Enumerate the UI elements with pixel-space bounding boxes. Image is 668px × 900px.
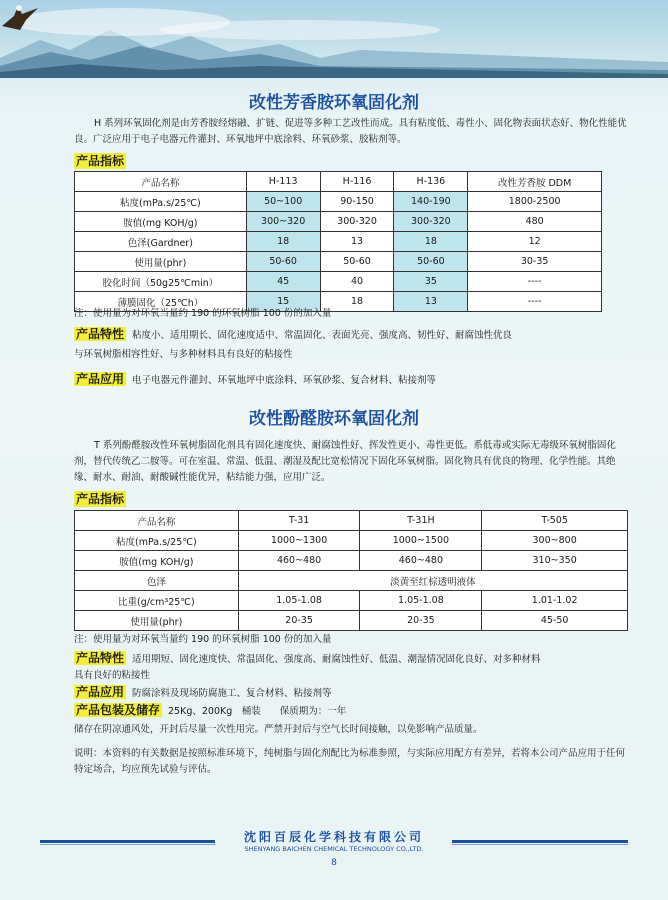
table-row [75, 192, 602, 212]
table-row [75, 611, 628, 631]
table-cell: 300-320 [394, 212, 468, 232]
section1-feature-tag: 产品特性 [76, 327, 125, 341]
table-cell: 淡黄至红棕透明液体 [238, 571, 627, 591]
table-row [75, 531, 628, 551]
section2-feature-text: 适用期短、固化速度快、常温固化、强度高、耐腐蚀性好、低温、潮湿情况固化良好、对多种材料 [132, 654, 541, 665]
section1-app-tag: 产品应用 [76, 372, 125, 386]
table-cell: 40 [320, 272, 394, 292]
section2-intro: T 系列酚醛胺改性环氧树脂固化剂具有固化速度快、耐腐蚀性好、挥发性更小、毒性更低。系低毒或实际无毒级环氧树脂固化剂，替代传统乙二胺等。可在室温、常温、低温、潮湿及配比宽松情况下固化环氧树脂。固化物具有优良的物理、化学性能。其绝缘、耐水、耐油、耐酸碱性能优异，粘结能力强，应用广泛。 [74, 440, 616, 483]
table-cell: ---- [468, 272, 602, 292]
table-cell: 粘度(mPa.s/25℃) [75, 531, 239, 551]
section2-disclaimer: 说明：本资料的有关数据是按照标准环境下，纯树脂与固化剂配比为标准参照，与实际应用配方有差异，若将本公司产品应用于任何特定场合，均应预先试验与评估。 [74, 748, 626, 775]
table-cell: H-136 [394, 172, 468, 192]
section1-feature-text: 粘度小、适用期长、固化速度适中、常温固化、表面光亮、强度高、韧性好、耐腐蚀性优良 [132, 330, 513, 341]
section1-note: 注：使用量为对环氧当量约 190 的环氧树脂 100 份的加入量 [74, 308, 332, 319]
eagle-icon [0, 0, 40, 34]
table-cell: 18 [246, 232, 320, 252]
table-row [75, 252, 602, 272]
mountain-landscape-graphic [0, 0, 668, 78]
section2-storage: 储存在阴凉通风处，开封后尽量一次性用完。严禁开封后与空气长时间接触，以免影响产品质量。 [74, 724, 483, 735]
section2-pack-text: 25Kg、200Kg 桶装 保质期为：一年 [168, 706, 347, 717]
table-cell: 1.01-1.02 [482, 591, 628, 611]
table-cell: 胶化时间（50g25℃min） [75, 272, 247, 292]
table-cell: 使用量(phr) [75, 611, 239, 631]
table-cell: H-116 [320, 172, 394, 192]
table-cell: 460~480 [238, 551, 360, 571]
table-cell: 300~800 [482, 531, 628, 551]
table-cell: 1000~1300 [238, 531, 360, 551]
table-cell: 50-60 [246, 252, 320, 272]
table-header-row [75, 172, 602, 192]
section2-note: 注：使用量为对环氧当量约 190 的环氧树脂 100 份的加入量 [74, 634, 332, 645]
table-cell: 30-35 [468, 252, 602, 272]
section1-intro: H 系列环氧固化剂是由芳香胺经熔融、扩链、促进等多种工艺改性而成。具有粘度低、毒性小、固化物表面状态好、物化性能优良。广泛应用于电子电器元件灌封、环氧地坪中底涂料、环氧砂浆、胶粘剂等。 [74, 118, 627, 145]
table-cell: 50~100 [246, 192, 320, 212]
table-cell: 1000~1500 [360, 531, 482, 551]
section2-app-text: 防腐涂料及现场防腐施工、复合材料、粘接剂等 [132, 688, 332, 699]
section1-application [74, 371, 634, 389]
table-cell: 产品名称 [75, 511, 239, 531]
table-cell: 35 [394, 272, 468, 292]
table-cell: 140-190 [394, 192, 468, 212]
table-cell: 460~480 [360, 551, 482, 571]
table-cell: T-31 [238, 511, 360, 531]
section2-features [74, 650, 634, 668]
section2-feature-tag: 产品特性 [76, 651, 125, 665]
section2-features-line2: 具有良好的粘接性 [74, 670, 151, 681]
footer-company-en: SHENYANG BAICHEN CHEMICAL TECHNOLOGY CO.,LTD. [244, 845, 424, 853]
table-cell: 45 [246, 272, 320, 292]
table-cell: 1.05-1.08 [360, 591, 482, 611]
table-row [75, 591, 628, 611]
table-cell: 50-60 [394, 252, 468, 272]
table-cell: 20-35 [238, 611, 360, 631]
section2-application [74, 684, 634, 702]
table-cell: 色泽 [75, 571, 239, 591]
section1-features-line2: 与环氧树脂相容性好、与多种材料具有良好的粘接性 [74, 349, 293, 360]
table-cell: 产品名称 [75, 172, 247, 192]
table-cell: ---- [468, 292, 602, 312]
table-cell: H-113 [246, 172, 320, 192]
table-cell: 胺值(mg KOH/g) [75, 551, 239, 571]
section1-features [74, 326, 634, 344]
table-cell: 90-150 [320, 192, 394, 212]
table-cell: 18 [394, 232, 468, 252]
table-row [75, 272, 602, 292]
section1-spec-table [74, 171, 602, 312]
table-cell: 1.05-1.08 [238, 591, 360, 611]
section2-spec-table [74, 510, 628, 631]
section2-packaging [74, 702, 634, 720]
table-header-row [75, 511, 628, 531]
section2-title: 改性酚醛胺环氧固化剂 [249, 409, 419, 429]
table-cell: 13 [394, 292, 468, 312]
table-cell: 18 [320, 292, 394, 312]
table-row [75, 212, 602, 232]
section2-app-tag: 产品应用 [76, 685, 125, 699]
table-cell: 12 [468, 232, 602, 252]
table-cell: 色泽(Gardner) [75, 232, 247, 252]
table-row [75, 232, 602, 252]
table-cell: 使用量(phr) [75, 252, 247, 272]
table-cell: 300~320 [246, 212, 320, 232]
header-banner [0, 0, 668, 78]
section1-title: 改性芳香胺环氧固化剂 [249, 93, 419, 113]
table-cell: 粘度(mPa.s/25℃) [75, 192, 247, 212]
table-cell: 480 [468, 212, 602, 232]
table-cell: 1800-2500 [468, 192, 602, 212]
section2-spec-tag: 产品指标 [76, 492, 125, 506]
page-number: 8 [331, 858, 337, 868]
table-cell: T-31H [360, 511, 482, 531]
table-cell: 20-35 [360, 611, 482, 631]
table-cell: 改性芳香胺 DDM [468, 172, 602, 192]
table-row [75, 571, 628, 591]
table-cell: 300-320 [320, 212, 394, 232]
footer-company-cn: 沈阳百辰化学科技有限公司 [243, 830, 424, 844]
table-cell: 45-50 [482, 611, 628, 631]
section1-spec-tag: 产品指标 [76, 154, 125, 168]
table-cell: T-505 [482, 511, 628, 531]
table-cell: 310~350 [482, 551, 628, 571]
table-cell: 胺值(mg KOH/g) [75, 212, 247, 232]
table-cell: 13 [320, 232, 394, 252]
table-row [75, 551, 628, 571]
table-cell: 50-60 [320, 252, 394, 272]
section1-app-text: 电子电器元件灌封、环氧地坪中底涂料、环氧砂浆、复合材料、粘接剂等 [132, 375, 437, 386]
section2-pack-tag: 产品包装及储存 [76, 703, 161, 717]
table-cell: 比重(g/cm³25℃) [75, 591, 239, 611]
table-cell: 15 [246, 292, 320, 312]
table-cell: 薄膜固化（25℃h） [75, 292, 247, 312]
